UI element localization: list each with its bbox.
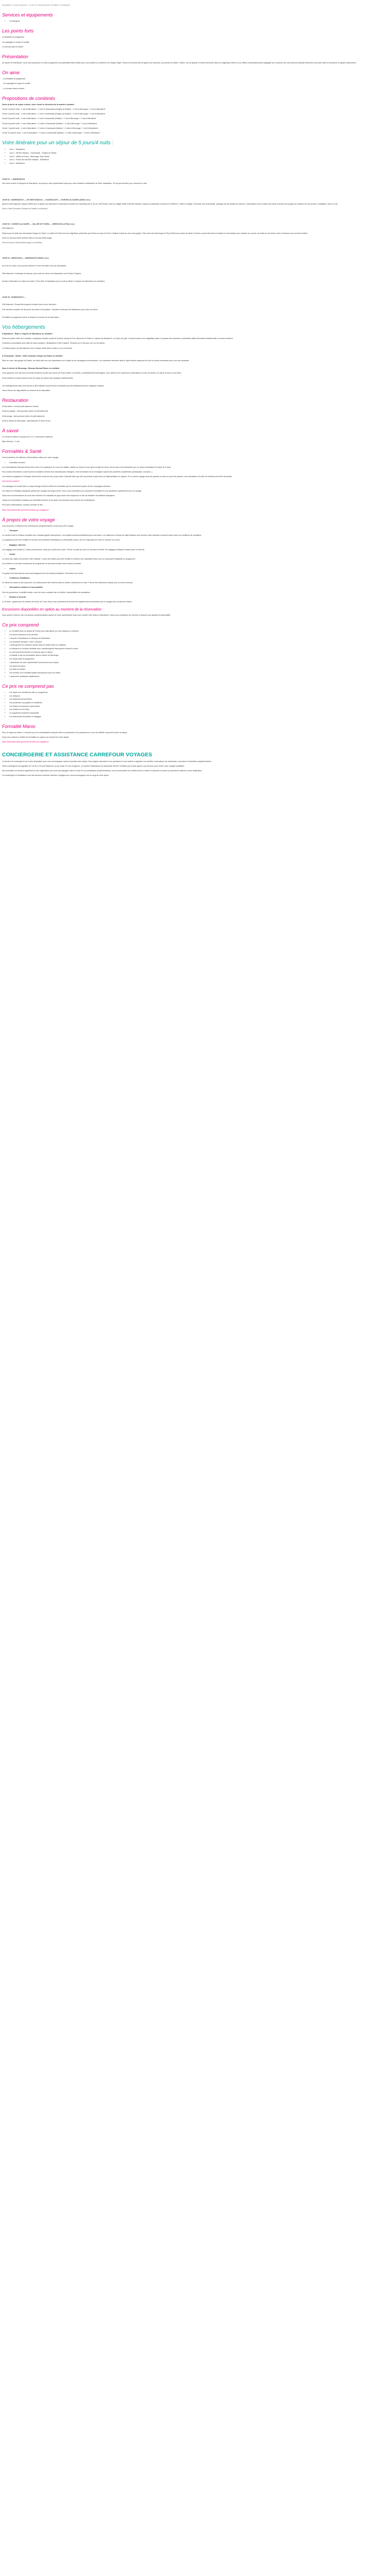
itinerary-day: • Jour 1 : Marrakech <box>9 148 389 151</box>
included-item: • L'accueil et l'assistance à l'aéroport de Marrakech <box>9 637 389 640</box>
formalite-maroc-text: Pour ce séjour au Maroc, il convient pour les ressortissants français d'être en possession d'un passeport en cours de validité couvrant la durée du séjour. <box>2 731 128 734</box>
apropos-list-climate <box>2 577 389 580</box>
day2-title: JOUR 02 : MARRAKECH — AÏT BEN HADDOU — OUARZAZATE — GORGES du DADÈS (360km env.) <box>2 198 91 201</box>
formalities-link2[interactable]: https://www.diplomatie.gouv.fr/fr/conseils-aux-voyageurs/ <box>2 509 49 511</box>
price-row: Circuit 4 jours/3 nuits : 1 nuit à Marrakech + 1 nuit à Ouarzazate (Gorges du Dadès) + 1 nuit à Merzouga + 1 nuit à Marrakech <box>2 113 106 115</box>
day3-text: Dîner et nuit sous tente berbère dans le bivouac (Merzouga). <box>2 236 52 239</box>
day2-note: Nuit à l'hôtel Caravane (Gorges du Dadès) ou similaire) <box>2 208 48 210</box>
day4-text: Au lever du soleil, vous pourrez admirer le lever de soleil à dos de dromadaire. <box>2 264 67 267</box>
formalities-text: Pour toutes informations concernant les formalités d'entrée des ressortissants étrangers, il est nécessaire de se renseigner auprès des autorités compétentes (ambassade, consulat...). <box>2 470 153 473</box>
hotel2-title: À Ouarzazate - Dadès : Hôtel Caravane Gorges du Dadès ou similaire <box>2 354 63 357</box>
formalities-text: Nous vous recommandons de vous tenir informés de l'actualité du pays avant votre départ sur le site du Ministère des Affaires étrangères. <box>2 495 116 497</box>
hotel3-text: Dîner berbère et soirée autour du feu de camp au rythme des musiques traditionnelles. <box>2 377 74 379</box>
restauration-line: À Marrakech : formule petit-déjeuner incluse <box>2 405 39 408</box>
not-included-item: • Les visites et excursions optionnelles <box>9 705 389 708</box>
formalities-text: Les mineurs voyageant à l'étranger doivent être munis de leur propre pièce d'identité ainsi que des documents requis selon la réglementation en vigueur. Si un mineur voyage sans ses parents ou avec un seul des parents, une autorisation de sortie du territoire peut être demandée. <box>2 476 233 478</box>
included-item: • Les taxes d'aéroport et de sécurité <box>9 634 389 636</box>
highlight-line: Le bivouac dans le désert <box>2 45 23 48</box>
page <box>0 0 391 785</box>
itinerary-day: • Jour 5 : Marrakech <box>9 162 389 165</box>
presentation-title: Présentation <box>2 54 28 60</box>
conciergerie-text: Notre conciergerie est joignable 7j/7 de 9h à 21h par téléphone ou par email. En cas d'urgence, un numéro d'assistance est disponible 24h/24. N'hésitez pas à faire appel à nos services pour rendre votre voyage inoubliable. <box>2 765 185 767</box>
itinerary-day: • Jour 4 : Route vers Aït Ben Haddou - Marrakech <box>9 159 389 161</box>
restauration-line: À Merzouga : demi-pension (dîner et petit-déjeuner) <box>2 415 45 417</box>
itinerary-day: • Jour 2 : Aït Ben Haddou - Ouarzazate - Gorges du Dadès <box>9 152 389 155</box>
formalities-text: Pour plus d'informations, veuillez consulter le site : <box>2 504 44 506</box>
price-row: Circuit 10 jours/9 nuits : 1 nuit à Marrakech + 2 nuits à Ouarzazate (Dadès) + 4 nuits à Merzouga + 2 nuits à Marrakech <box>2 132 100 134</box>
day4-text: Arrivée à Marrakech en début de soirée. Dîner libre et installation pour la nuit au Riad Le Caprice de Marrakech (ou similaire). <box>2 280 105 282</box>
highlights-title: Les points forts <box>2 28 34 34</box>
itinerary-days <box>2 148 389 165</box>
formalities-intro: Nous travaillons à la diffusion d'informations utiles pour votre voyage. <box>2 456 59 459</box>
price-row: Circuit 7 jours/6 nuits : 1 nuit à Marrakech + 2 nuits à Ouarzazate (Dadès) + 2 nuits à Merzouga + 1 nuit à Marrakech <box>2 127 98 129</box>
included-item: • Les repas selon le programme <box>9 658 389 660</box>
services-item: • Conciergerie <box>9 20 389 23</box>
hotel2-text: Situé au cœur des gorges du Dadès, cet hôtel offre une vue imprenable sur la vallée et les montagnes environnantes. Les chambres décorées dans le style berbère disposent de tout le confort nécessaire pour une nuit reposante. <box>2 359 190 362</box>
description-line: Description: Ce prix comprend : Ce prix ne comprend pas Formalités: Conciergerie <box>2 4 70 6</box>
access-title: • Informations relatives à l'accessibilité <box>9 586 389 589</box>
hotel-disclaimer: *sous réserve de disponibilité au moment de la réservation. <box>2 389 51 392</box>
hotel-note: Les hébergements cités sont donnés à titre indicatif et peuvent être remplacés par des établissements de catégorie similaire. <box>2 384 105 387</box>
guides-title: • Guides <box>9 568 389 570</box>
day4-title: JOUR 04 : MERZOUGA — MARRAKECH (560km env.) <box>2 257 49 260</box>
climate-title: • Conditions climatiques <box>9 577 389 580</box>
savoir-line: Le circuit se réalise en groupe de 2 à 17 personnes maximum. <box>2 435 54 438</box>
included-item: • Les frais de dossier <box>9 668 389 671</box>
access-text: Pour les personnes à mobilité réduite, merci de nous contacter afin de vérifier l'accessibilité des prestations. <box>2 591 91 594</box>
visits-title: • Visites <box>9 553 389 556</box>
services-list <box>2 20 389 23</box>
day5-text: Une dernière occasion de découvrir les souks et les jardins. Transfert à l'aéroport de Marrakech pour votre vol retour. <box>2 308 98 311</box>
formalities-title: Formalités & Santé <box>2 449 42 454</box>
formalite-maroc-link[interactable]: https://www.diplomatie.gouv.fr/fr/conseils-aux-voyageurs/ <box>2 741 49 743</box>
itinerary-title: Votre itinéraire pour un séjour de 5 jours/4 nuits : <box>2 140 113 146</box>
kids-title: • Enfants et sécurité <box>9 596 389 599</box>
apropos-list-access <box>2 586 389 589</box>
apropos-list-kids <box>2 596 389 599</box>
highlight-line: Les paysages à couper le souffle <box>2 41 29 43</box>
conciergerie-title: CONCIERGERIE ET ASSISTANCE CARREFOUR VOYAGES <box>2 751 152 758</box>
day2-text: Après le petit déjeuner, départ à 8h00 pour le grand sud marocain en traversant la chaîne du Haut Atlas par le col du Tizin'Tichka. Arrêt au village fortifié d'Aït Ben Haddou, classé au patrimoine mondial de l'UNESCO. Visite du village. Poursuite vers Ouarzazate, passage par les studios de cinéma. Continuation vers la vallée des roses et arrivée aux gorges du Dadès en fin de journée. Installation, dîner et nuit. <box>2 202 338 205</box>
day3-text: Départ pour la visite des étonnantes Gorges du Todra. La vallée de Todra est une magnifique palmeraie qui s'étend sur plus de 40 km. Balade à pied au cœur des gorges. Puis route vers Merzouga et l'Erg Chebbi aux portes du désert. Arrivée au pied des dunes et départ en dromadaire pour assister au coucher de soleil sur les dunes. Nuit en bivouac sous la tente berbère. <box>2 232 308 234</box>
itinerary-day: • Jour 3 : Vallée du Todra - Merzouga / Erg Chebbi <box>9 156 389 158</box>
transport-text: Le circuit se fait en minibus climatisé avec chauffeur/guide francophone. Les transferts aéroport/hôtel/aéroport sont inclus. Les distances et temps de trajet indiqués sont donnés à titre indicatif et peuvent varier selon les conditions de circulation. <box>2 534 202 537</box>
included-list <box>2 630 389 677</box>
conciergerie-text: Un service de conciergerie est à votre disposition pour vous accompagner avant et pendant votre séjour. Nos équipes répondent à vos questions et vous aident à organiser vos activités, réservations de restaurants, excursions et transferts supplémentaires. <box>2 760 212 762</box>
day1-text: Dès votre arrivée à l'aéroport de Marrakech, accueil par notre représentant local pour votre transfert à destination du Riad. Installation. Fin de journée libre pour découvrir la ville. <box>2 182 148 185</box>
not-included-item: • Les assurances annulation et bagages <box>9 716 389 718</box>
apropos-list-guides <box>2 568 389 570</box>
included-item: • Les transferts aéroport / hôtel / aéroport <box>9 641 389 643</box>
apropos-title: À propos de votre voyage <box>2 517 55 522</box>
not-included-item: • Les entrées sur les sites <box>9 708 389 711</box>
day5-note: Flexibilité du programme selon le départ au moment de la réservation. <box>2 316 60 318</box>
hotels-title: Vos hébergements <box>2 324 45 330</box>
apropos-list-visites <box>2 553 389 556</box>
apropos-intro: Vous trouverez ci-dessous des informations complémentaires concernant votre voyage : <box>2 524 75 527</box>
formalite-maroc-text: Nous vous invitons à vérifier les formalités en vigueur au moment de votre départ. <box>2 736 70 739</box>
savoir-line: Âge minimum : 2 ans <box>2 440 20 443</box>
hotel1-title: À Marrakech : Riad Le Caprice de Marrakech ou similaire* <box>2 332 53 335</box>
formalite-maroc-title: Formalité Maroc <box>2 723 36 729</box>
formalities-text: Toutes ces informations relatives aux formalités d'entrée et de santé sont données sous réserve de modifications. <box>2 499 95 502</box>
day3-text: Petit déjeuner. <box>2 227 14 230</box>
not-included-item: • Les boissons <box>9 695 389 698</box>
included-item: • La balade à dos de dromadaire dans le désert de Merzouga <box>9 654 389 657</box>
kids-text: Le lit bébé : gratuit pour les enfants de moins de 2 ans. Nous vous conseillons de prévoir les équipements nécessaires pour le voyage avec de jeunes enfants. <box>2 601 133 603</box>
conciergerie-text: Nos conseillers se tiennent également à votre disposition pour vous accompagner dans le choix de vos prestations complémentaires, vous recommander les meilleurs lieux à visiter et répondre à toutes vos questions relatives à votre destination. <box>2 769 203 772</box>
presentation-text: Au départ de Marrakech, nous vous proposons un riche programme tout particulièrement étudié pour vous profitez au maximum de chaque étape. Partez à la découverte du grand sud marocain, aux portes du désert. Visitez, lors de grande et belles demeures dans un magnifique désert ou au milieux d'impressionnants paysages aux couleurs ocre qui viennent rejoindre fièrement ceux avec dans la luxuriance la vigueur saisonnière... <box>2 62 358 64</box>
day3-title: JOUR 03 : GORGES du DADÈS — VALLÉE DE TODRA — MERZOUGA (270km env.) <box>2 223 75 226</box>
apropos-list-bagages <box>2 544 389 547</box>
onsite-line: - Les paysages à couper le souffle <box>2 82 30 85</box>
formalities-text: Les ressortissants français doivent être munis d'un passeport en cours de validité, valable au moins 6 mois après la date de retour. Aucun visa n'est nécessaire pour un séjour touristique de moins de 3 mois. <box>2 466 171 468</box>
apropos-list-transport <box>2 530 389 532</box>
included-item: • Le transport en minibus climatisé avec chauffeur/guide francophone durant le circuit <box>9 648 389 650</box>
price-row: Circuit 5 jours/4 nuits : 1 nuit à Marrakech + 1 nuit à Ouarzazate (Dadès) + 1 nuit à Merzouga + 1 nuit à Marrakech <box>2 117 96 120</box>
restauration-line: Dans les gorges : demi-pension (dîner et petit-déjeuner) <box>2 410 48 413</box>
services-title: Services et équipements <box>2 12 53 18</box>
day5-title: JOUR 05 : MARRAKECH — <box>2 296 26 299</box>
formalities-list <box>2 462 389 464</box>
hotel1-text: Le Riad propose un petit-déjeuner servi chaque matin dans le patio ou sur la terrasse. <box>2 347 73 349</box>
transport-title: • Transport <box>9 530 389 532</box>
not-included-item: • Les pourboires aux guides et chauffeurs <box>9 702 389 704</box>
onsite-title: On aime <box>2 70 20 76</box>
day4-text: Petit déjeuner à l'auberge du bivouac, puis route du retour vers Marrakech via le Draa et Zagora. <box>2 272 82 275</box>
prices-intro: Selon la durée de séjour choisie, votre circuit se déroulera de la manière suivante : <box>2 103 75 106</box>
bagages-title: • Bagages / adresse <box>9 544 389 547</box>
conciergerie-text: La conciergerie et l'assistance sont des services exclusifs Carrefour Voyages pour vous accompagner tout au long de votre séjour. <box>2 774 109 777</box>
excursions-title: Excursions disponibles en option au moment de la réservation : <box>2 608 104 612</box>
visits-text: La durée des visites est donnée à titre indicatif. L'ordre des visites peut être modifié en fonction des impératifs locaux tout en respectant l'intégralité du programme. <box>2 558 136 561</box>
highlight-line: La flexibilité du programme <box>2 36 25 39</box>
price-row: Circuit 3 jours/2 nuits : 1 nuit à Marrakech + 1 nuit à Ouarzazate (Gorges du Dadès) + 1 nuit à Merzouga + 1 nuit à Marrakech <box>2 108 106 111</box>
day3-note: Nuit au bivouac Nomad (Merzouga) ou similaire) <box>2 242 42 244</box>
formalities-bullet: • Formalités d'entrée <box>9 462 389 464</box>
included-item: • Les taxes de séjour <box>9 665 389 668</box>
bagages-text: Les bagages sont limités à 1 valise par personne, ainsi qu'un petit sac à main. Prévoir un petit sac pour la nuit dans le désert, les bagages principaux restant dans le véhicule. <box>2 548 145 551</box>
included-item: • La nuit sous tente berbère en bivouac dans le désert <box>9 651 389 654</box>
climate-text: Le climat est chaud et sec la journée, les nuits peuvent être fraîches dans le désert, notamment en hiver. Prévoir des vêtements chauds pour la nuit en bivouac. <box>2 582 133 584</box>
included-item: • L'assistance de notre représentant local durant tout le séjour <box>9 662 389 664</box>
visits-text: Les entrées sur les sites mentionnés au programme ne sont pas incluses sauf mention contraire. <box>2 563 82 565</box>
day5-text: Petit déjeuner. Temps libre jusqu'au transfert prévu pour l'aéroport. <box>2 303 57 306</box>
not-included-item: • Le supplément chambre individuelle <box>9 712 389 715</box>
hotel1-text: Chambres confortables avec salle de bains privative, climatisation et Wi-Fi gratuit. Terrasse sur le toit avec vue sur la médina. <box>2 342 105 345</box>
formalities-text: Les séjours à l'étranger impliquent parfois des voyages de longue durée. Nous vous conseillons une assurance annulation et une assistance rapatriement pour ce voyage. <box>2 489 142 492</box>
not-included-item: • Les repas non mentionnés dans le programme <box>9 691 389 694</box>
formalities-text: Les passagers en transit dans un pays étranger doivent vérifier les formalités qui les concernent auprès de leur compagnie aérienne. <box>2 485 111 487</box>
onsite-line: - Le bivouac dans le désert <box>2 87 25 90</box>
formalities-link[interactable]: www.service-public.fr <box>2 480 20 483</box>
onsite-line: - La flexibilité du programme <box>2 78 26 80</box>
hotel1-text: Dans une petite ruelle de la médina, à quelques minutes à pied de la place Jemaa el Fna, découvrez le Riad Le Caprice de Marrakech, un havre de paix. Construit autour d'un magnifique patio, il propose des chambres confortables alliant décoration traditionnelle et confort moderne. <box>2 337 234 340</box>
transport-text: Le programme peut être modifié en fonction des conditions climatiques ou d'impératifs locaux, tout en respectant au mieux le contenu du circuit. <box>2 539 120 541</box>
included-item: • L'assurance assistance rapatriement <box>9 675 389 678</box>
included-item: • Le vol aller/retour au départ de France pour Marrakech sur vols réguliers ou charters <box>9 630 389 633</box>
not-included-title: Ce prix ne comprend pas <box>2 683 54 689</box>
restauration-line: Dans le désert de Merzouga : petit-déjeuner et dîner inclus <box>2 419 51 422</box>
included-title: Ce prix comprend <box>2 622 39 628</box>
savoir-title: À savoir <box>2 428 19 433</box>
not-included-item: • Les dépenses personnelles <box>9 698 389 701</box>
day1-title: JOUR 01 — MARRAKECH <box>2 178 25 181</box>
prices-title: Propositions de combinés <box>2 95 56 101</box>
excursions-text: Vous pourrez réserver des excursions complémentaires auprès de notre représentant local, pour enrichir votre séjour à Marrakech. Nous vous conseillons de réserver à l'avance pour garantir la disponibilité. <box>2 614 171 617</box>
guides-text: Un guide local francophone vous accompagnera lors des visites principales. Pourboires non inclus. <box>2 572 84 574</box>
included-item: • Les services d'un chauffeur/guide francophone pour les visites <box>9 672 389 674</box>
restauration-title: Restauration <box>2 398 29 403</box>
price-row: Circuit 6 jours/5 nuits : 1 nuit à Marrakech + 2 nuits à Ouarzazate (Dadès) + 1 nuit à Merzouga + 1 nuit à Marrakech <box>2 122 97 125</box>
included-item: • L'hébergement en chambre double dans les hôtels cités ou similaires <box>9 644 389 647</box>
hotel3-text: Vous passerez une nuit sous les tentes berbères au pied des dunes de l'Erg Chebbi. Les tentes, confortablement aménagées, vous offriront une expérience authentique au cœur du désert, au calme et sous le ciel étoilé. <box>2 372 182 375</box>
not-included-list <box>2 691 389 718</box>
hotel3-title: Dans le désert de Merzouga : Bivouac Nomad Palace ou similaire <box>2 367 60 370</box>
